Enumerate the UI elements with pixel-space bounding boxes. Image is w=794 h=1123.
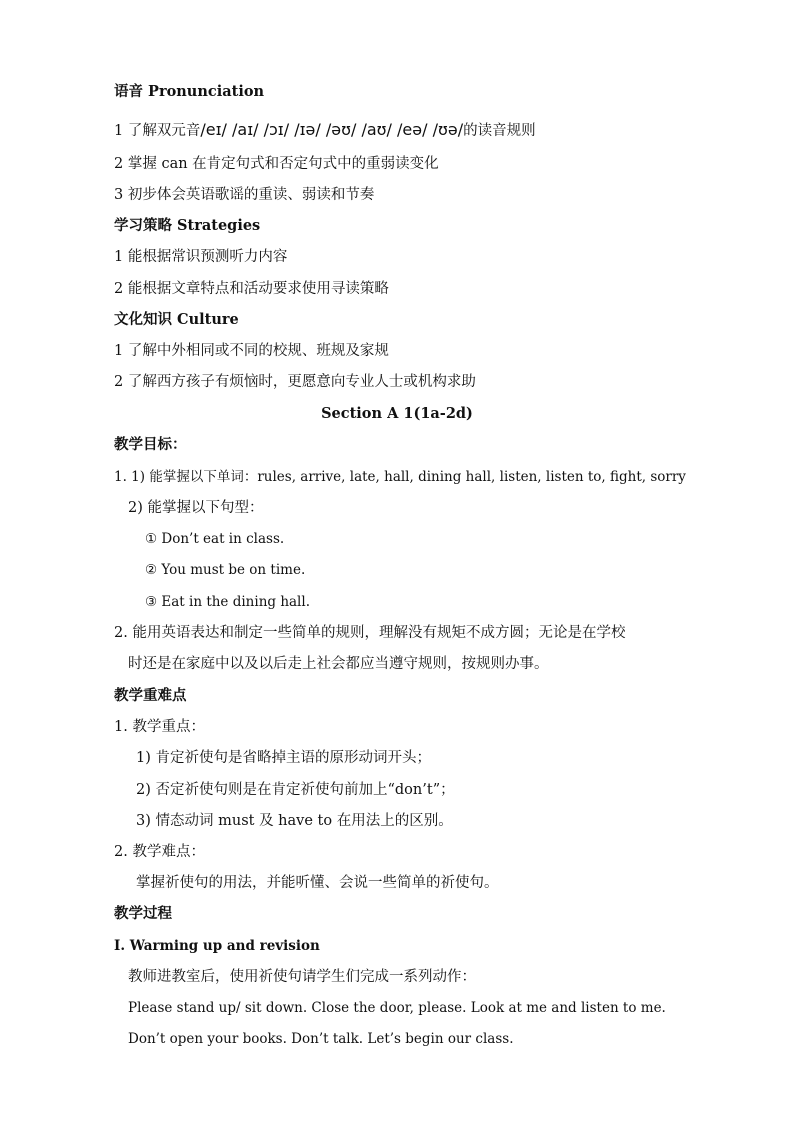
keypoint-2: 2. 教学难点： (114, 844, 205, 860)
keypoint-2a: 掌握祈使句的用法，并能听懂、会说一些简单的祈使句。 (136, 875, 499, 891)
sentence-pattern-1: ① Don’t eat in class. (145, 531, 285, 547)
objectives-rules-line-1: 2. 能用英语表达和制定一些简单的规则，理解没有规矩不成方圆；无论是在学校 (114, 625, 626, 641)
pronunciation-item-1-prefix: 1 了解双元音 (114, 123, 201, 139)
objectives-vocabulary: 1. 1) 能掌握以下单词：rules, arrive, late, hall, dining hall, listen, listen to, fight, sorry (114, 469, 686, 485)
objectives-rules-line-2: 时还是在家庭中以及以后走上社会都应当遵守规则，按规则办事。 (128, 656, 549, 672)
culture-item-1: 1 了解中外相同或不同的校规、班规及家规 (114, 343, 389, 359)
strategies-item-2: 2 能根据文章特点和活动要求使用寻读策略 (114, 281, 389, 297)
process-example-2: Don’t open your books. Don’t talk. Let’s begin our class. (128, 1031, 514, 1047)
keypoint-1: 1. 教学重点： (114, 719, 205, 735)
objectives-heading: 教学目标： (114, 436, 187, 453)
keypoint-1a: 1) 肯定祈使句是省略掉主语的原形动词开头； (136, 750, 431, 766)
keypoint-1b: 2) 否定祈使句则是在肯定祈使句前加上“don’t”； (136, 782, 455, 798)
strategies-item-1: 1 能根据常识预测听力内容 (114, 249, 288, 265)
keypoints-heading: 教学重难点 (114, 687, 187, 704)
process-description: 教师进教室后，使用祈使句请学生们完成一系列动作： (128, 969, 476, 985)
strategies-heading: 学习策略 Strategies (114, 217, 261, 234)
pronunciation-heading: 语音 Pronunciation (114, 83, 265, 100)
process-example-1: Please stand up/ sit down. Close the door, please. Look at me and listen to me. (128, 1000, 666, 1016)
objectives-sentence-patterns: 2) 能掌握以下句型： (128, 500, 264, 516)
diphthong-ipa: /eɪ/ /aɪ/ /ɔɪ/ /ɪə/ /əʊ/ /aʊ/ /eə/ /ʊə/ (200, 120, 464, 139)
pronunciation-item-1 (114, 120, 536, 141)
pronunciation-item-1-suffix: 的读音规则 (463, 123, 536, 139)
process-heading: 教学过程 (114, 905, 172, 922)
sentence-pattern-3: ③ Eat in the dining hall. (145, 594, 310, 610)
pronunciation-item-2: 2 掌握 can 在肯定句式和否定句式中的重弱读变化 (114, 156, 439, 172)
culture-item-2: 2 了解西方孩子有烦恼时，更愿意向专业人士或机构求助 (114, 374, 476, 390)
process-step-1: Ⅰ. Warming up and revision (114, 938, 320, 954)
sentence-pattern-2: ② You must be on time. (145, 562, 306, 578)
culture-heading: 文化知识 Culture (114, 311, 239, 328)
keypoint-1c: 3) 情态动词 must 及 have to 在用法上的区别。 (136, 813, 453, 829)
pronunciation-item-3: 3 初步体会英语歌谣的重读、弱读和节奏 (114, 187, 375, 203)
section-title: Section A 1(1a-2d) (321, 405, 473, 422)
